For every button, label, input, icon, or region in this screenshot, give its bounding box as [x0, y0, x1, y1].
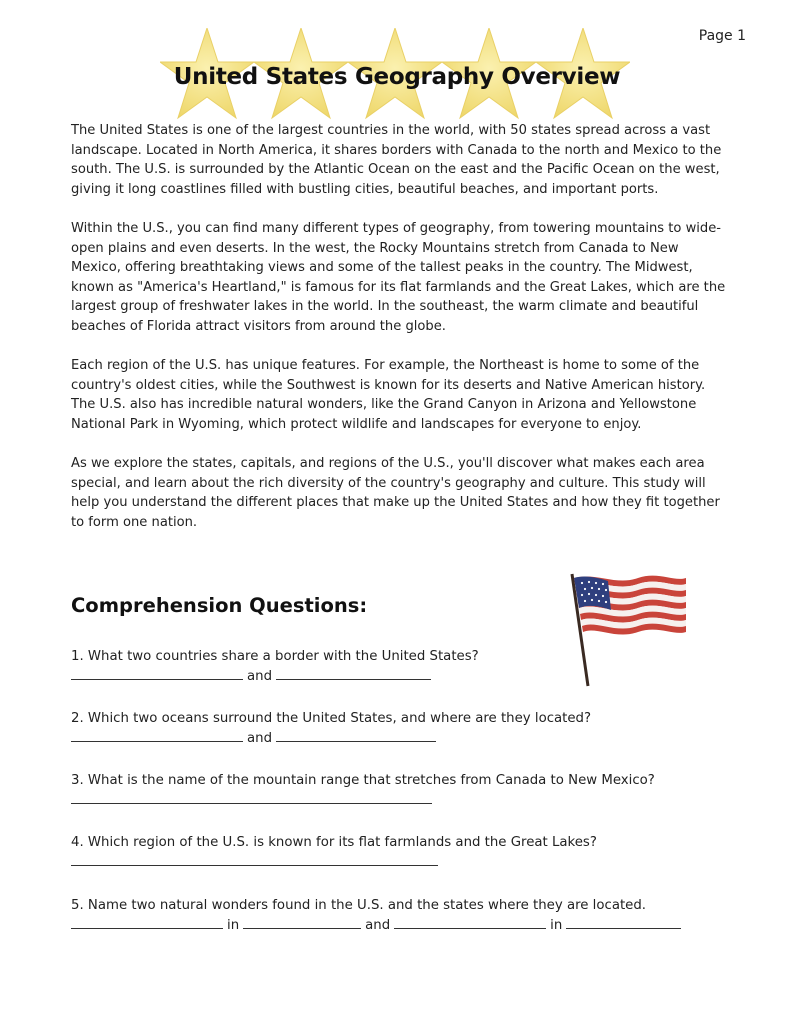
paragraph: As we explore the states, capitals, and regions of the U.S., you'll discover what makes each area special, and learn about the rich diversity of the country's geography and culture. This study will help you understand the different places that make up the United States and how they fit together to form one nation.	[71, 456, 720, 530]
question-text: 2. Which two oceans surround the United States, and where are they located?	[71, 711, 592, 726]
answer-blank[interactable]	[71, 667, 243, 680]
question-2	[71, 709, 731, 749]
page-title: United States Geography Overview	[173, 64, 621, 90]
answer-blank[interactable]	[276, 729, 436, 742]
paragraph: The United States is one of the largest countries in the world, with 50 states spread across a vast landscape. Located in North America, it shares borders with Canada to the north and Mexico to the south. The U.S. is surrounded by the Atlantic Ocean on the east and the Pacific Ocean on the west, giving it long coastlines filled with bustling cities, beautiful beaches, and important ports.	[71, 123, 722, 197]
paragraph: Within the U.S., you can find many different types of geography, from towering mountains to wide-open plains and even deserts. In the west, the Rocky Mountains stretch from Canada to New Mexico, offering breathtaking views and some of the tallest peaks in the country. The Midwest, known as "America's Heartland," is famous for its flat farmlands and the Great Lakes, which are the largest group of freshwater lakes in the world. In the southeast, the warm climate and beautiful beaches of Florida attract visitors from around the globe.	[71, 220, 726, 334]
question-text: 3. What is the name of the mountain range that stretches from Canada to New Mexico?	[71, 773, 655, 788]
question-4	[71, 833, 731, 873]
questions-heading: Comprehension Questions:	[71, 594, 368, 617]
question-text: 1. What two countries share a border with the United States?	[71, 649, 479, 664]
question-5	[71, 896, 731, 936]
connector-word: in	[227, 918, 240, 933]
answer-blank[interactable]	[243, 916, 361, 929]
answer-blank[interactable]	[276, 667, 431, 680]
intro-text	[71, 121, 726, 552]
connector-word: and	[247, 731, 273, 746]
question-3	[71, 771, 731, 811]
page-number: Page 1	[698, 28, 746, 44]
answer-blank[interactable]	[71, 729, 243, 742]
question-text: 5. Name two natural wonders found in the U.S. and the states where they are located.	[71, 898, 647, 913]
connector-word: in	[550, 918, 563, 933]
connector-word: and	[365, 918, 391, 933]
answer-blank[interactable]	[71, 791, 432, 804]
paragraph: Each region of the U.S. has unique features. For example, the Northeast is home to some of the country's oldest cities, while the Southwest is known for its deserts and Native American history. The U.S. also has incredible natural wonders, like the Grand Canyon in Arizona and Yellowstone National Park in Wyoming, which protect wildlife and landscapes for everyone to enjoy.	[71, 358, 706, 432]
connector-word: and	[247, 669, 273, 684]
answer-blank[interactable]	[71, 916, 223, 929]
question-text: 4. Which region of the U.S. is known for its flat farmlands and the Great Lakes?	[71, 835, 597, 850]
answer-blank[interactable]	[71, 853, 438, 866]
answer-blank[interactable]	[394, 916, 546, 929]
question-1	[71, 647, 731, 687]
answer-blank[interactable]	[566, 916, 681, 929]
